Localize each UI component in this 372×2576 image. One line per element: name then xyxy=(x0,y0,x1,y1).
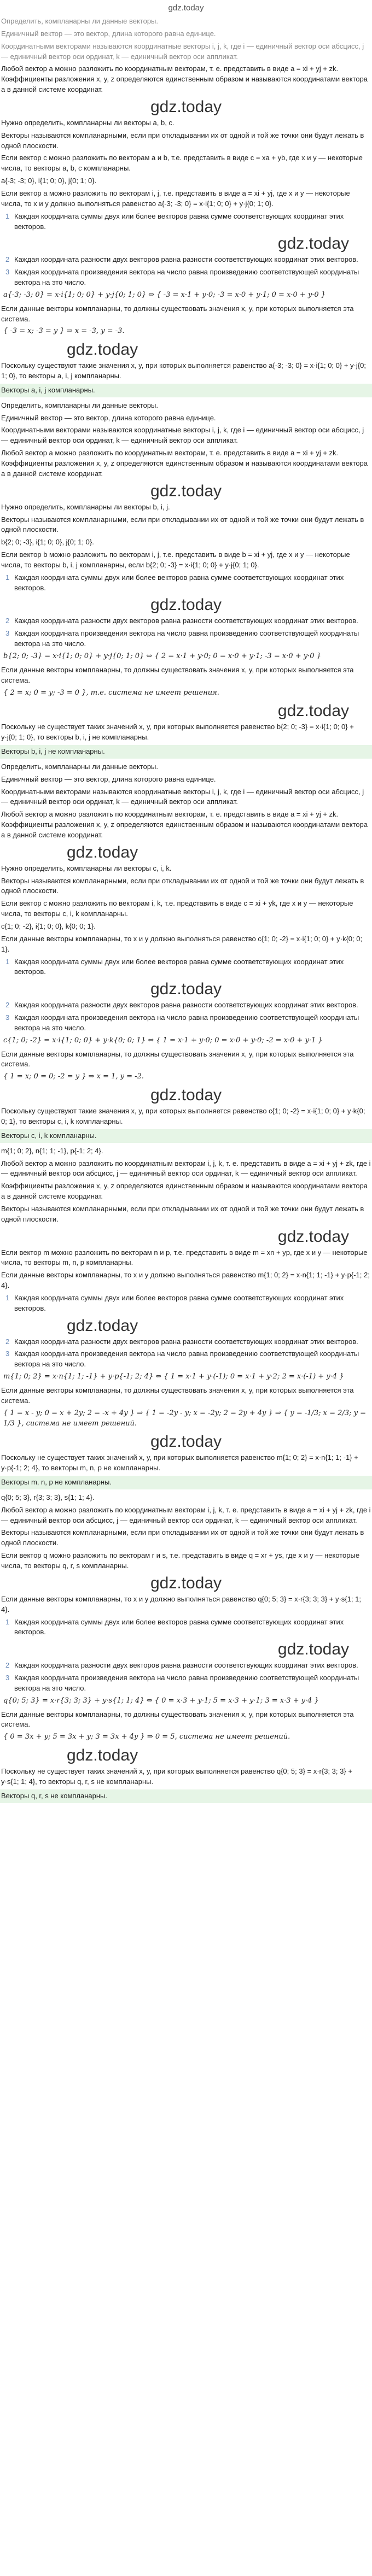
paragraph: Векторы называются компланарными, если при откладывании их от одной и той же точки они будут лежать в одной плоскости. xyxy=(1,876,364,895)
paragraph: Любой вектор a можно разложить по координатным векторам, т. е. представить в виде a = xi + yj + zk. Коэффициенты разложения x, y, z определяются единственным образом и называются координатами вектора a в данной системе координат. xyxy=(1,449,368,478)
rule-item xyxy=(1,1293,371,1314)
rule-item-text: Каждая координата суммы двух или более векторов равна сумме соответствующих координат этих векторов. xyxy=(14,212,344,231)
rule-item xyxy=(1,1660,371,1671)
paragraph: Единичный вектор — это вектор, длина которого равна единице. xyxy=(1,29,216,38)
rule-item xyxy=(1,629,371,649)
formula: { 1 = x; 0 = 0; -2 = y } ⇒ x = 1, y = -2. xyxy=(3,1072,144,1081)
rule-item-text: Каждая координата разности двух векторов равна разности соответствующих координат этих векторов. xyxy=(14,617,358,625)
paragraph: Векторы называются компланарными, если при откладывании их от одной и той же точки они будут лежать в одной плоскости. xyxy=(1,1204,364,1223)
formula: { -3 = x; -3 = y } ⇒ x = -3, y = -3. xyxy=(3,327,125,336)
content xyxy=(0,16,372,1803)
paragraph: Нужно определить, компланарны ли векторы c, i, k. xyxy=(1,864,172,872)
paragraph: Поскольку существуют такие значения x, y, при которых выполняется равенство c{1; 0; -2} = x·i{1; 0; 0} + y·k{0; 0; 1}, то векторы c, i, k компланарны. xyxy=(1,1107,365,1125)
paragraph: Коэффициенты разложения x, y, z определяются единственным образом и называются координатами вектора a в данной системе координат. xyxy=(1,1182,368,1201)
formula: { 1 = x - y; 0 = x + 2y; 2 = -x + 4y } ⇒ { 1 = -2y - y; x = -2y; 2 = 2y + 4y } ⇒ { y = -1/3; x = 2/3; y = 1/3 }, система не имеет решений. xyxy=(3,1409,366,1428)
paragraph: Если данные векторы компланарны, то x и y должно выполняться равенство c{1; 0; -2} = x·i{1; 0; 0} + y·k{0; 0; 1}. xyxy=(1,934,363,953)
rule-item xyxy=(1,573,371,594)
paragraph: Если вектор a можно разложить по векторам i, j, т.е. представить в виде a = xi + yj, где x и y — некоторые числа, то x и y должно выполняться равенство a{-3; -3; 0} = x·i{1; 0; 0} + y·j{0; 1; 0}. xyxy=(1,189,350,208)
paragraph: Определить, компланарны ли данные векторы. xyxy=(1,401,159,409)
paragraph: Координатными векторами называются координатные векторы i, j, k, где i — единичный вектор оси абсцисс, j — единичный вектор оси ординат, k — единичный вектор оси аппликат. xyxy=(1,42,364,61)
paragraph: Любой вектор a можно разложить по координатным векторам i, j, k, т. е. представить в виде a = xi + yj + zk, где i — единичный вектор оси абсцисс, j — единичный вектор оси ординат, k — единичный вектор оси аппликат. xyxy=(1,1159,371,1178)
formula: c{1; 0; -2} = x·i{1; 0; 0} + y·k{0; 0; 1} ⇔ { 1 = x·1 + y·0; 0 = x·0 + y·0; -2 = x·0 + y·1 } xyxy=(3,1036,323,1045)
paragraph: Если вектор q можно разложить по векторам r и s, т.е. представить в виде q = xr + ys, где x и y — некоторые числа, то векторы q, r, s компланарны. xyxy=(1,1551,360,1570)
rule-item-number: 2 xyxy=(5,1001,10,1010)
paragraph: Если вектор c можно разложить по векторам i, k, т.е. представить в виде c = xi + yk, где x и y — некоторые числа, то векторы c, i, k компланарны. xyxy=(1,899,353,918)
rule-item-number: 2 xyxy=(5,1661,10,1670)
paragraph: Если вектор b можно разложить по векторам i, j, т.е. представить в виде b = xi + yj, где x и y — некоторые числа, то векторы b, i, j компланарны, если b{2; 0; -3} = x·i{1; 0; 0} + y·j{0; 1; 0}. xyxy=(1,550,350,569)
paragraph: Векторы называются компланарными, если при откладывании их от одной и той же точки они будут лежать в одной плоскости. xyxy=(1,1528,364,1547)
paragraph: Любой вектор a можно разложить по координатным векторам i, j, k, т. е. представить в виде a = xi + yj + zk, где i — единичный вектор оси абсцисс, j — единичный вектор оси ординат, k — единичный вектор оси аппликат. xyxy=(1,1505,371,1524)
rule-item-number: 2 xyxy=(5,617,10,625)
rule-item-number: 1 xyxy=(5,1293,10,1302)
paragraph: m{1; 0; 2}, n{1; 1; -1}, p{-1; 2; 4}. xyxy=(1,1146,103,1155)
watermark: gdz.today xyxy=(150,596,222,614)
rule-item-text: Каждая координата суммы двух или более векторов равна сумме соответствующих координат этих векторов. xyxy=(14,1293,344,1312)
rule-item xyxy=(1,1673,371,1694)
paragraph: Координатными векторами называются координатные векторы i, j, k, где i — единичный вектор оси абсцисс, j — единичный вектор оси ординат, k — единичный вектор оси аппликат. xyxy=(1,426,364,445)
formula: b{2; 0; -3} = x·i{1; 0; 0} + y·j{0; 1; 0} ⇔ { 2 = x·1 + y·0; 0 = x·0 + y·1; -3 = x·0 + y·0 } xyxy=(3,652,321,660)
paragraph: Поскольку не существует таких значений x, y, при которых выполняется равенство b{2; 0; -3} = x·i{1; 0; 0} + y·j{0; 1; 0}, то векторы b, i, j не компланарны. xyxy=(1,723,354,742)
formula: { 2 = x; 0 = y; -3 = 0 }, т.е. система не имеет решения. xyxy=(3,688,219,697)
rule-item xyxy=(1,616,371,626)
paragraph: Если данные векторы компланарны, то должны существовать значения x, y, при которых выполняется эта система. xyxy=(1,304,354,323)
watermark: gdz.today xyxy=(277,702,349,720)
rule-item xyxy=(1,1000,371,1011)
rule-item xyxy=(1,1337,371,1347)
paragraph: Любой вектор a можно разложить по координатным векторам, т. е. представить в виде a = xi + yj + zk. Коэффициенты разложения x, y, z определяются единственным образом и называются координатами вектора a в данной системе координат. xyxy=(1,64,368,94)
watermark: gdz.today xyxy=(150,97,222,116)
rule-item xyxy=(1,1617,371,1638)
formula: { 0 = 3x + y; 5 = 3x + y; 3 = 3x + 4y } ⇒ 0 = 5, система не имеет решений. xyxy=(3,1733,290,1741)
paragraph: q{0; 5; 3}, r{3; 3; 3}, s{1; 1; 4}. xyxy=(1,1493,95,1501)
watermark: gdz.today xyxy=(67,843,138,861)
rule-item-text: Каждая координата произведения вектора на число равна произведению соответствующей координаты вектора на это число. xyxy=(14,629,359,648)
paragraph: Поскольку не существует таких значений x, y, при которых выполняется равенство q{0; 5; 3} = x·r{3; 3; 3} + y·s{1; 1; 4}, то векторы q, r, s не компланарны. xyxy=(1,1767,352,1786)
watermark: gdz.today xyxy=(277,1640,349,1659)
watermark: gdz.today xyxy=(150,1086,222,1105)
paragraph: Поскольку не существует таких значений x, y, при которых выполняется равенство m{1; 0; 2} = x·n{1; 1; -1} + y·p{-1; 2; 4}, то векторы m, n, p не компланарны. xyxy=(1,1453,358,1472)
rule-item-text: Каждая координата суммы двух или более векторов равна сумме соответствующих координат этих векторов. xyxy=(14,957,344,976)
rule-item-text: Каждая координата разности двух векторов равна разности соответствующих координат этих векторов. xyxy=(14,1661,358,1670)
paragraph: Если данные векторы компланарны, то должны существовать значения x, y, при которых выполняется эта система. xyxy=(1,1049,354,1069)
rule-item xyxy=(1,957,371,978)
paragraph: Координатными векторами называются координатные векторы i, j, k, где i — единичный вектор оси абсцисс, j — единичный вектор оси ординат, k — единичный вектор оси аппликат. xyxy=(1,787,364,806)
rule-item-text: Каждая координата произведения вектора на число равна произведению соответствующей координаты вектора на это число. xyxy=(14,1349,359,1369)
answer-band: Векторы c, i, k компланарны. xyxy=(0,1129,372,1143)
rule-item-text: Каждая координата разности двух векторов равна разности соответствующих координат этих векторов. xyxy=(14,1337,358,1346)
paragraph: Если данные векторы компланарны, то должны существовать значения x, y, при которых выполняется эта система. xyxy=(1,665,354,684)
paragraph: Нужно определить, компланарны ли векторы b, i, j. xyxy=(1,502,170,511)
paragraph: Если данные векторы компланарны, то должны существовать значения x, y, при которых выполняется эта система. xyxy=(1,1386,354,1405)
rule-item-number: 1 xyxy=(5,957,10,966)
rule-item xyxy=(1,1013,371,1034)
paragraph: Поскольку существуют такие значения x, y, при которых выполняется равенство a{-3; -3; 0} = x·i{1; 0; 0} + y·j{0; 1; 0}, то векторы a, i, j компланарны. xyxy=(1,361,366,380)
paragraph: Векторы называются компланарными, если при откладывании их от одной и той же точки они будут лежать в одной плоскости. xyxy=(1,131,364,150)
answer-band: Векторы m, n, p не компланарны. xyxy=(0,1476,372,1489)
paragraph: Единичный вектор — это вектор, длина которого равна единице. xyxy=(1,413,216,422)
rule-item-number: 1 xyxy=(5,1617,10,1626)
rule-item-number: 3 xyxy=(5,268,10,277)
formula: a{-3; -3; 0} = x·i{1; 0; 0} + y·j{0; 1; 0} ⇔ { -3 = x·1 + y·0; -3 = x·0 + y·1; 0 = x·0 + y·0 } xyxy=(3,290,326,299)
rule-item-number: 2 xyxy=(5,255,10,264)
answer-band: Векторы a, i, j компланарны. xyxy=(0,384,372,397)
paragraph: b{2; 0; -3}, i{1; 0; 0}, j{0; 1; 0}. xyxy=(1,538,94,547)
paragraph: Векторы называются компланарными, если при откладывании их от одной и той же точки они будут лежать в одной плоскости. xyxy=(1,515,364,534)
paragraph: Если вектор m можно разложить по векторам n и p, т.е. представить в виде m = xn + yp, где x и y — некоторые числа, то векторы m, n, p компланарны. xyxy=(1,1248,368,1267)
rule-item-number: 3 xyxy=(5,1349,10,1358)
rule-item-number: 3 xyxy=(5,1674,10,1682)
rule-item-number: 1 xyxy=(5,212,10,220)
paragraph: Определить, компланарны ли данные векторы. xyxy=(1,762,159,771)
rule-item-number: 3 xyxy=(5,1013,10,1022)
paragraph: Единичный вектор — это вектор, длина которого равна единице. xyxy=(1,774,216,783)
paragraph: Если данные векторы компланарны, то должны существовать значения x, y, при которых выполняется эта система. xyxy=(1,1710,354,1729)
formula: m{1; 0; 2} = x·n{1; 1; -1} + y·p{-1; 2; 4} ⇔ { 1 = x·1 + y·(-1); 0 = x·1 + y·2; 2 = x·(-1) + y·4 } xyxy=(3,1372,344,1381)
watermark: gdz.today xyxy=(67,1316,138,1335)
rule-item xyxy=(1,267,371,288)
rule-item-text: Каждая координата суммы двух или более векторов равна сумме соответствующих координат этих векторов. xyxy=(14,1617,344,1636)
rule-item-text: Каждая координата произведения вектора на число равна произведению соответствующей координаты вектора на это число. xyxy=(14,1013,359,1032)
formula: q{0; 5; 3} = x·r{3; 3; 3} + y·s{1; 1; 4} ⇔ { 0 = x·3 + y·1; 5 = x·3 + y·1; 3 = x·3 + y·4 } xyxy=(3,1696,319,1705)
paragraph: Определить, компланарны ли данные векторы. xyxy=(1,17,159,25)
rule-item-number: 2 xyxy=(5,1337,10,1346)
rule-item xyxy=(1,212,371,232)
rule-item xyxy=(1,1349,371,1370)
site-header[interactable]: gdz.today xyxy=(168,3,204,13)
answer-band: Векторы q, r, s не компланарны. xyxy=(0,1789,372,1803)
rule-item-text: Каждая координата разности двух векторов равна разности соответствующих координат этих векторов. xyxy=(14,255,358,264)
watermark: gdz.today xyxy=(150,980,222,999)
watermark: gdz.today xyxy=(277,1227,349,1246)
watermark: gdz.today xyxy=(67,341,138,359)
answer-band: Векторы b, i, j не компланарны. xyxy=(0,745,372,759)
rule-item-number: 1 xyxy=(5,573,10,582)
paragraph: a{-3; -3; 0}, i{1; 0; 0}, j{0; 1; 0}. xyxy=(1,177,97,185)
paragraph: Если данные векторы компланарны, то x и y должно выполняться равенство q{0; 5; 3} = x·r{3; 3; 3} + y·s{1; 1; 4}. xyxy=(1,1594,361,1613)
watermark: gdz.today xyxy=(67,1746,138,1765)
paragraph: Любой вектор a можно разложить по координатным векторам, т. е. представить в виде a = xi + yj + zk. Коэффициенты разложения x, y, z определяются единственным образом и называются координатами вектора a в данной системе координат. xyxy=(1,810,368,839)
watermark: gdz.today xyxy=(150,1574,222,1592)
watermark: gdz.today xyxy=(150,1433,222,1451)
rule-item-text: Каждая координата произведения вектора на число равна произведению соответствующей координаты вектора на это число. xyxy=(14,1674,359,1692)
watermark: gdz.today xyxy=(277,234,349,253)
rule-item-text: Каждая координата разности двух векторов равна разности соответствующих координат этих векторов. xyxy=(14,1001,358,1010)
paragraph: Если данные векторы компланарны, то x и y должно выполняться равенство m{1; 0; 2} = x·n{1; 1; -1} + y·p{-1; 2; 4}. xyxy=(1,1271,370,1290)
rule-item-text: Каждая координата произведения вектора на число равна произведению соответствующей координаты вектора на это число. xyxy=(14,268,359,287)
rule-item-number: 3 xyxy=(5,629,10,638)
rule-item-text: Каждая координата суммы двух или более векторов равна сумме соответствующих координат этих векторов. xyxy=(14,573,344,592)
watermark: gdz.today xyxy=(150,482,222,500)
paragraph: Если вектор c можно разложить по векторам a и b, т.е. представить в виде c = xa + yb, где x и y — некоторые числа, то векторы a, b, c компланарны. xyxy=(1,154,363,173)
paragraph: Нужно определить, компланарны ли векторы a, b, c. xyxy=(1,118,175,127)
rule-item xyxy=(1,255,371,265)
paragraph: c{1; 0; -2}, i{1; 0; 0}, k{0; 0; 1}. xyxy=(1,922,96,930)
